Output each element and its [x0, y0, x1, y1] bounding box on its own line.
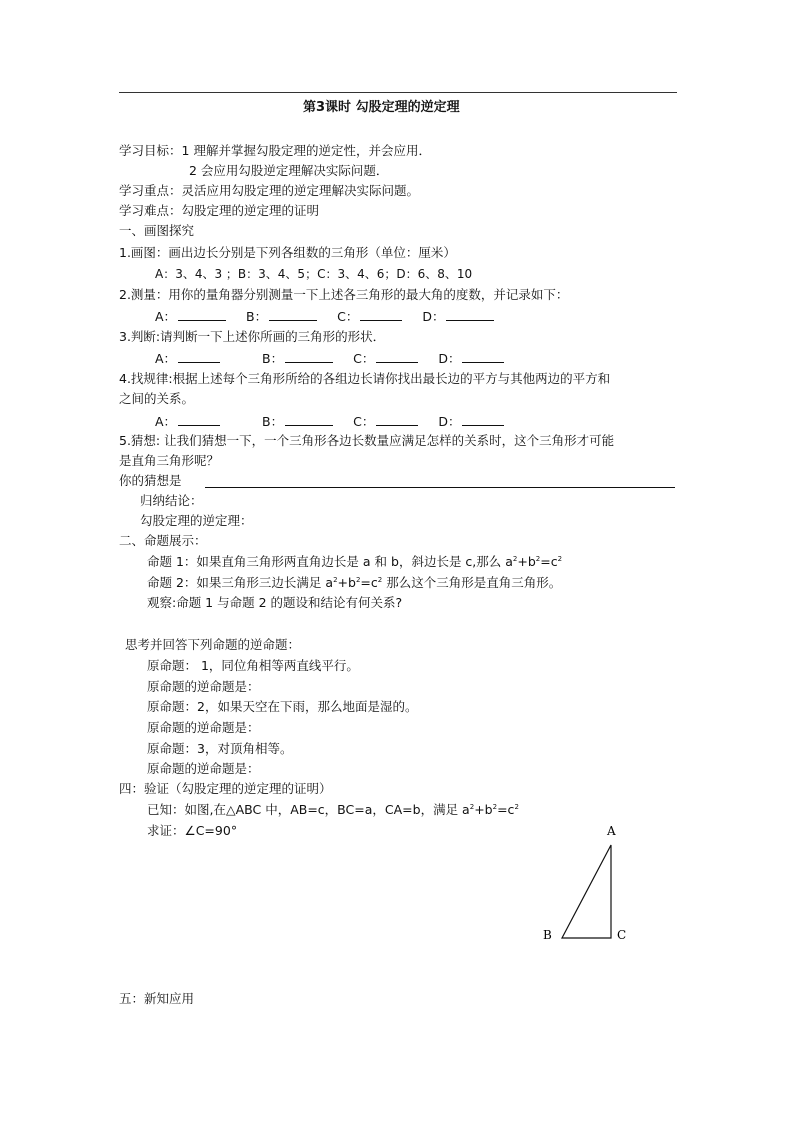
original-1: 原命题： 1，同位角相等两直线平行。 — [147, 658, 359, 673]
side-groups: A：3、4、3 ；B：3、4、5；C：3、4、6；D：6、8、10 — [155, 267, 473, 281]
option-b-label: B： — [262, 414, 284, 429]
focus-text: 灵活应用勾股定理的逆定理解决实际问题。 — [181, 183, 420, 198]
guess-task-line-1: 5.猜想: 让我们猜想一下，一个三角形各边长数量应满足怎样的关系时，这个三角形才可能 — [119, 433, 615, 448]
rule-task-line-2: 之间的关系。 — [119, 391, 195, 406]
given-statement — [147, 801, 519, 819]
proposition-1-text: 命题 1：如果直角三角形两直角边长是 a 和 b，斜边长是 c,那么 a — [147, 554, 513, 569]
option-c-label: C： — [337, 309, 359, 324]
given-end: =c — [497, 802, 515, 817]
option-a-label: A： — [155, 309, 177, 324]
option-d-label: D： — [422, 309, 445, 324]
option-d-label: D： — [438, 351, 461, 366]
judge-task: 3.判断:请判断一下上述你所画的三角形的形状． — [119, 329, 386, 344]
rule-answers — [155, 412, 506, 431]
proposition-1 — [147, 553, 562, 571]
page-title: 第3课时 勾股定理的逆定理 — [303, 100, 460, 115]
proposition-2-eq: =c — [360, 575, 378, 590]
goal-item-2: 2 会应用勾股逆定理解决实际问题． — [189, 163, 389, 178]
guess-answer-line[interactable] — [205, 487, 675, 488]
original-2: 原命题：2，如果天空在下雨，那么地面是湿的。 — [147, 699, 418, 714]
judge-blank-a[interactable] — [178, 349, 220, 363]
converse-1: 原命题的逆命题是： — [147, 679, 260, 694]
converse-prompt: 思考并回答下列命题的逆命题： — [125, 637, 301, 652]
goal-item-1: 1 理解并掌握勾股定理的逆定性，并会应用． — [181, 143, 431, 158]
judge-blank-d[interactable] — [462, 349, 504, 363]
exponent: 2 — [512, 555, 518, 563]
given-mid: +b — [474, 802, 493, 817]
option-a-label: A： — [155, 351, 177, 366]
measure-blank-a[interactable] — [178, 307, 226, 321]
rule-blank-b[interactable] — [285, 412, 333, 426]
option-d-label: D： — [438, 414, 461, 429]
rule-blank-d[interactable] — [462, 412, 504, 426]
measure-blank-d[interactable] — [446, 307, 494, 321]
exponent: 2 — [333, 576, 338, 584]
judge-answers — [155, 349, 506, 368]
measure-blank-c[interactable] — [360, 307, 402, 321]
vertex-b-label: B — [543, 928, 552, 942]
measure-task: 2.测量：用你的量角器分别测量一下上述各三角形的最大角的度数，并记录如下： — [119, 287, 569, 302]
goals-line-1 — [119, 142, 431, 160]
proposition-2-text: 命题 2：如果三角形三边长满足 a — [147, 575, 334, 590]
exponent: 2 — [535, 555, 541, 563]
header-rule — [119, 92, 677, 93]
observe-question: 观察:命题 1 与命题 2 的题设和结论有何关系? — [147, 595, 403, 610]
converse-3: 原命题的逆命题是： — [147, 761, 260, 776]
difficulty-text: 勾股定理的逆定理的证明 — [181, 203, 320, 218]
section5-heading: 五：新知应用 — [119, 991, 195, 1006]
measure-blank-b[interactable] — [269, 307, 317, 321]
conclusion-label: 归纳结论： — [140, 493, 203, 508]
judge-blank-b[interactable] — [285, 349, 333, 363]
proposition-2 — [147, 574, 561, 592]
exponent: 2 — [377, 576, 383, 584]
right-triangle-figure — [530, 818, 640, 948]
rule-task-line-1: 4.找规律:根据上述每个三角形所给的各组边长请你找出最长边的平方与其他两边的平方和 — [119, 371, 611, 386]
difficulty-label: 学习难点： — [119, 203, 182, 218]
section1-heading: 一、画图探究 — [119, 223, 195, 238]
option-a-label: A： — [155, 414, 177, 429]
converse-theorem-label: 勾股定理的逆定理： — [140, 513, 253, 528]
proposition-2-rest: 那么这个三角形是直角三角形。 — [382, 575, 562, 590]
your-guess-label: 你的猜想是 — [119, 473, 182, 488]
focus-line — [119, 182, 419, 200]
draw-task: 1.画图：画出边长分别是下列各组数的三角形（单位：厘米） — [119, 245, 456, 260]
proposition-1-mid: +b — [517, 554, 536, 569]
option-c-label: C： — [353, 414, 375, 429]
triangle-abc — [562, 845, 611, 938]
converse-2: 原命题的逆命题是： — [147, 720, 260, 735]
option-c-label: C： — [353, 351, 375, 366]
prove-statement: 求证：∠C=90° — [147, 823, 238, 838]
original-3: 原命题：3，对顶角相等。 — [147, 741, 293, 756]
exponent: 2 — [492, 803, 498, 811]
proposition-2-mid: +b — [337, 575, 356, 590]
guess-task-line-2: 是直角三角形呢？ — [119, 453, 220, 468]
option-b-label: B： — [262, 351, 284, 366]
exponent: 2 — [514, 803, 519, 811]
given-text: 已知：如图,在△ABC 中，AB=c，BC=a，CA=b，满足 a — [147, 802, 470, 817]
section4-heading: 四：验证（勾股定理的逆定理的证明） — [119, 781, 332, 796]
difficulty-line — [119, 202, 319, 220]
rule-blank-a[interactable] — [178, 412, 220, 426]
exponent: 2 — [469, 803, 475, 811]
section2-heading: 二、命题展示： — [119, 533, 207, 548]
proposition-1-end: =c — [540, 554, 558, 569]
exponent: 2 — [557, 555, 563, 563]
focus-label: 学习重点： — [119, 183, 182, 198]
rule-blank-c[interactable] — [376, 412, 418, 426]
vertex-a-label: A — [607, 824, 616, 838]
vertex-c-label: C — [617, 928, 627, 942]
option-b-label: B： — [246, 309, 268, 324]
exponent: 2 — [355, 576, 361, 584]
measure-answers — [155, 307, 496, 326]
goals-label: 学习目标： — [119, 143, 182, 158]
judge-blank-c[interactable] — [376, 349, 418, 363]
